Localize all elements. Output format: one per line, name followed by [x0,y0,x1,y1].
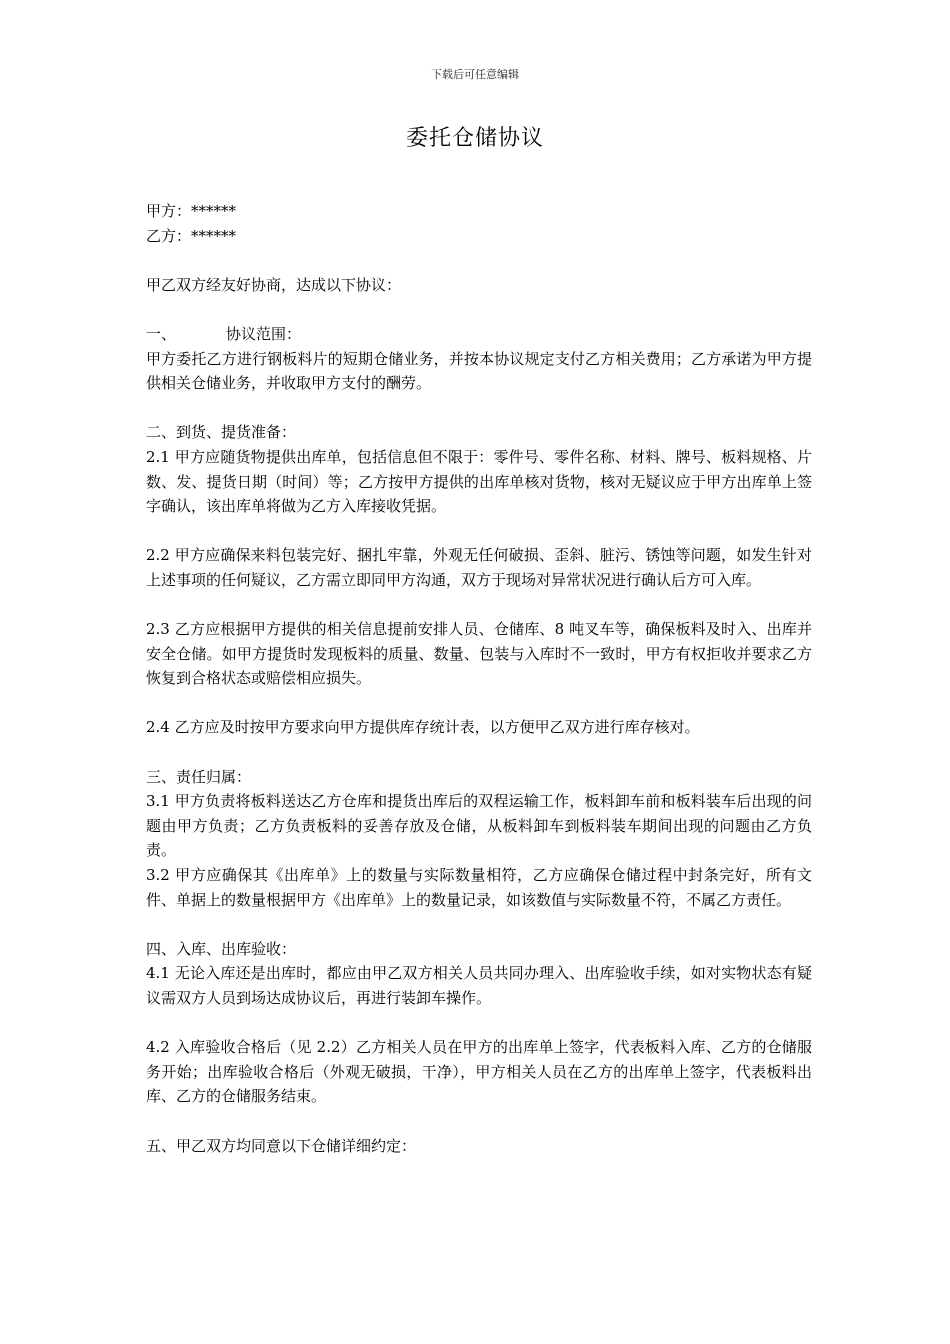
party-b-line: 乙方：****** [146,226,237,245]
clause-4-2: 4.2 入库验收合格后（见 2.2）乙方相关人员在甲方的出库单上签字，代表板料入库、乙方的仓储服务开始；出库验收合格后（外观无破损，干净），甲方相关人员在乙方的出库单上签字，代表板料出库、乙方的仓储服务结束。 [146,1038,812,1106]
header-note: 下载后可任意编辑 [431,68,519,81]
section-4-heading: 四、入库、出库验收： [146,939,297,958]
document-title: 委托仓储协议 [405,126,544,151]
intro-paragraph: 甲乙双方经友好协商，达成以下协议： [146,275,402,294]
clause-2-3: 2.3 乙方应根据甲方提供的相关信息提前安排人员、仓储库、8 吨叉车等，确保板料及时入、出库并安全仓储。如甲方提货时发现板料的质量、数量、包装与入库时不一致时，甲方有权拒收并要求乙方恢复到合格状态或赔偿相应损失。 [146,620,812,688]
party-a-line: 甲方：****** [146,202,237,220]
section-2-heading: 二、到货、提货准备： [146,423,297,442]
clause-2-2: 2.2 甲方应确保来料包装完好、捆扎牢靠，外观无任何破损、歪斜、脏污、锈蚀等问题，如发生针对上述事项的任何疑议，乙方需立即同甲方沟通，双方于现场对异常状况进行确认后方可入库。 [146,546,812,589]
clause-3-1: 3.1 甲方负责将板料送达乙方仓库和提货出库后的双程运输工作，板料卸车前和板料装车后出现的问题由甲方负责；乙方负责板料的妥善存放及仓储，从板料卸车到板料装车期间出现的问题由乙方负责。 [146,792,812,860]
clause-2-1: 2.1 甲方应随货物提供出库单，包括信息但不限于：零件号、零件名称、材料、牌号、板料规格、片数、发、提货日期（时间）等；乙方按甲方提供的出库单核对货物，核对无疑议应于甲方出库单上签字确认，该出库单将做为乙方入库接收凭据。 [146,447,812,516]
section-1-title: 协议范围： [226,324,302,343]
clause-2-4: 2.4 乙方应及时按甲方要求向甲方提供库存统计表，以方便甲乙双方进行库存核对。 [146,718,700,737]
clause-4-1: 4.1 无论入库还是出库时，都应由甲乙双方相关人员共同办理入、出库验收手续，如对实物状态有疑议需双方人员到场达成协议后，再进行装卸车操作。 [146,964,812,1007]
clause-3-2: 3.2 甲方应确保其《出库单》上的数量与实际数量相符，乙方应确保仓储过程中封条完好，所有文件、单据上的数量根据甲方《出库单》上的数量记录，如该数值与实际数量不符，不属乙方责任。 [146,866,812,909]
document-body [146,199,812,1158]
section-1-number: 一、 [146,324,177,343]
section-3-heading: 三、责任归属： [146,767,252,786]
section-5-heading: 五、甲乙双方均同意以下仓储详细约定： [146,1136,417,1155]
section-1-paragraph: 甲方委托乙方进行钢板料片的短期仓储业务，并按本协议规定支付乙方相关费用；乙方承诺为甲方提供相关仓储业务，并收取甲方支付的酬劳。 [146,349,812,393]
section-1-heading [146,322,812,347]
